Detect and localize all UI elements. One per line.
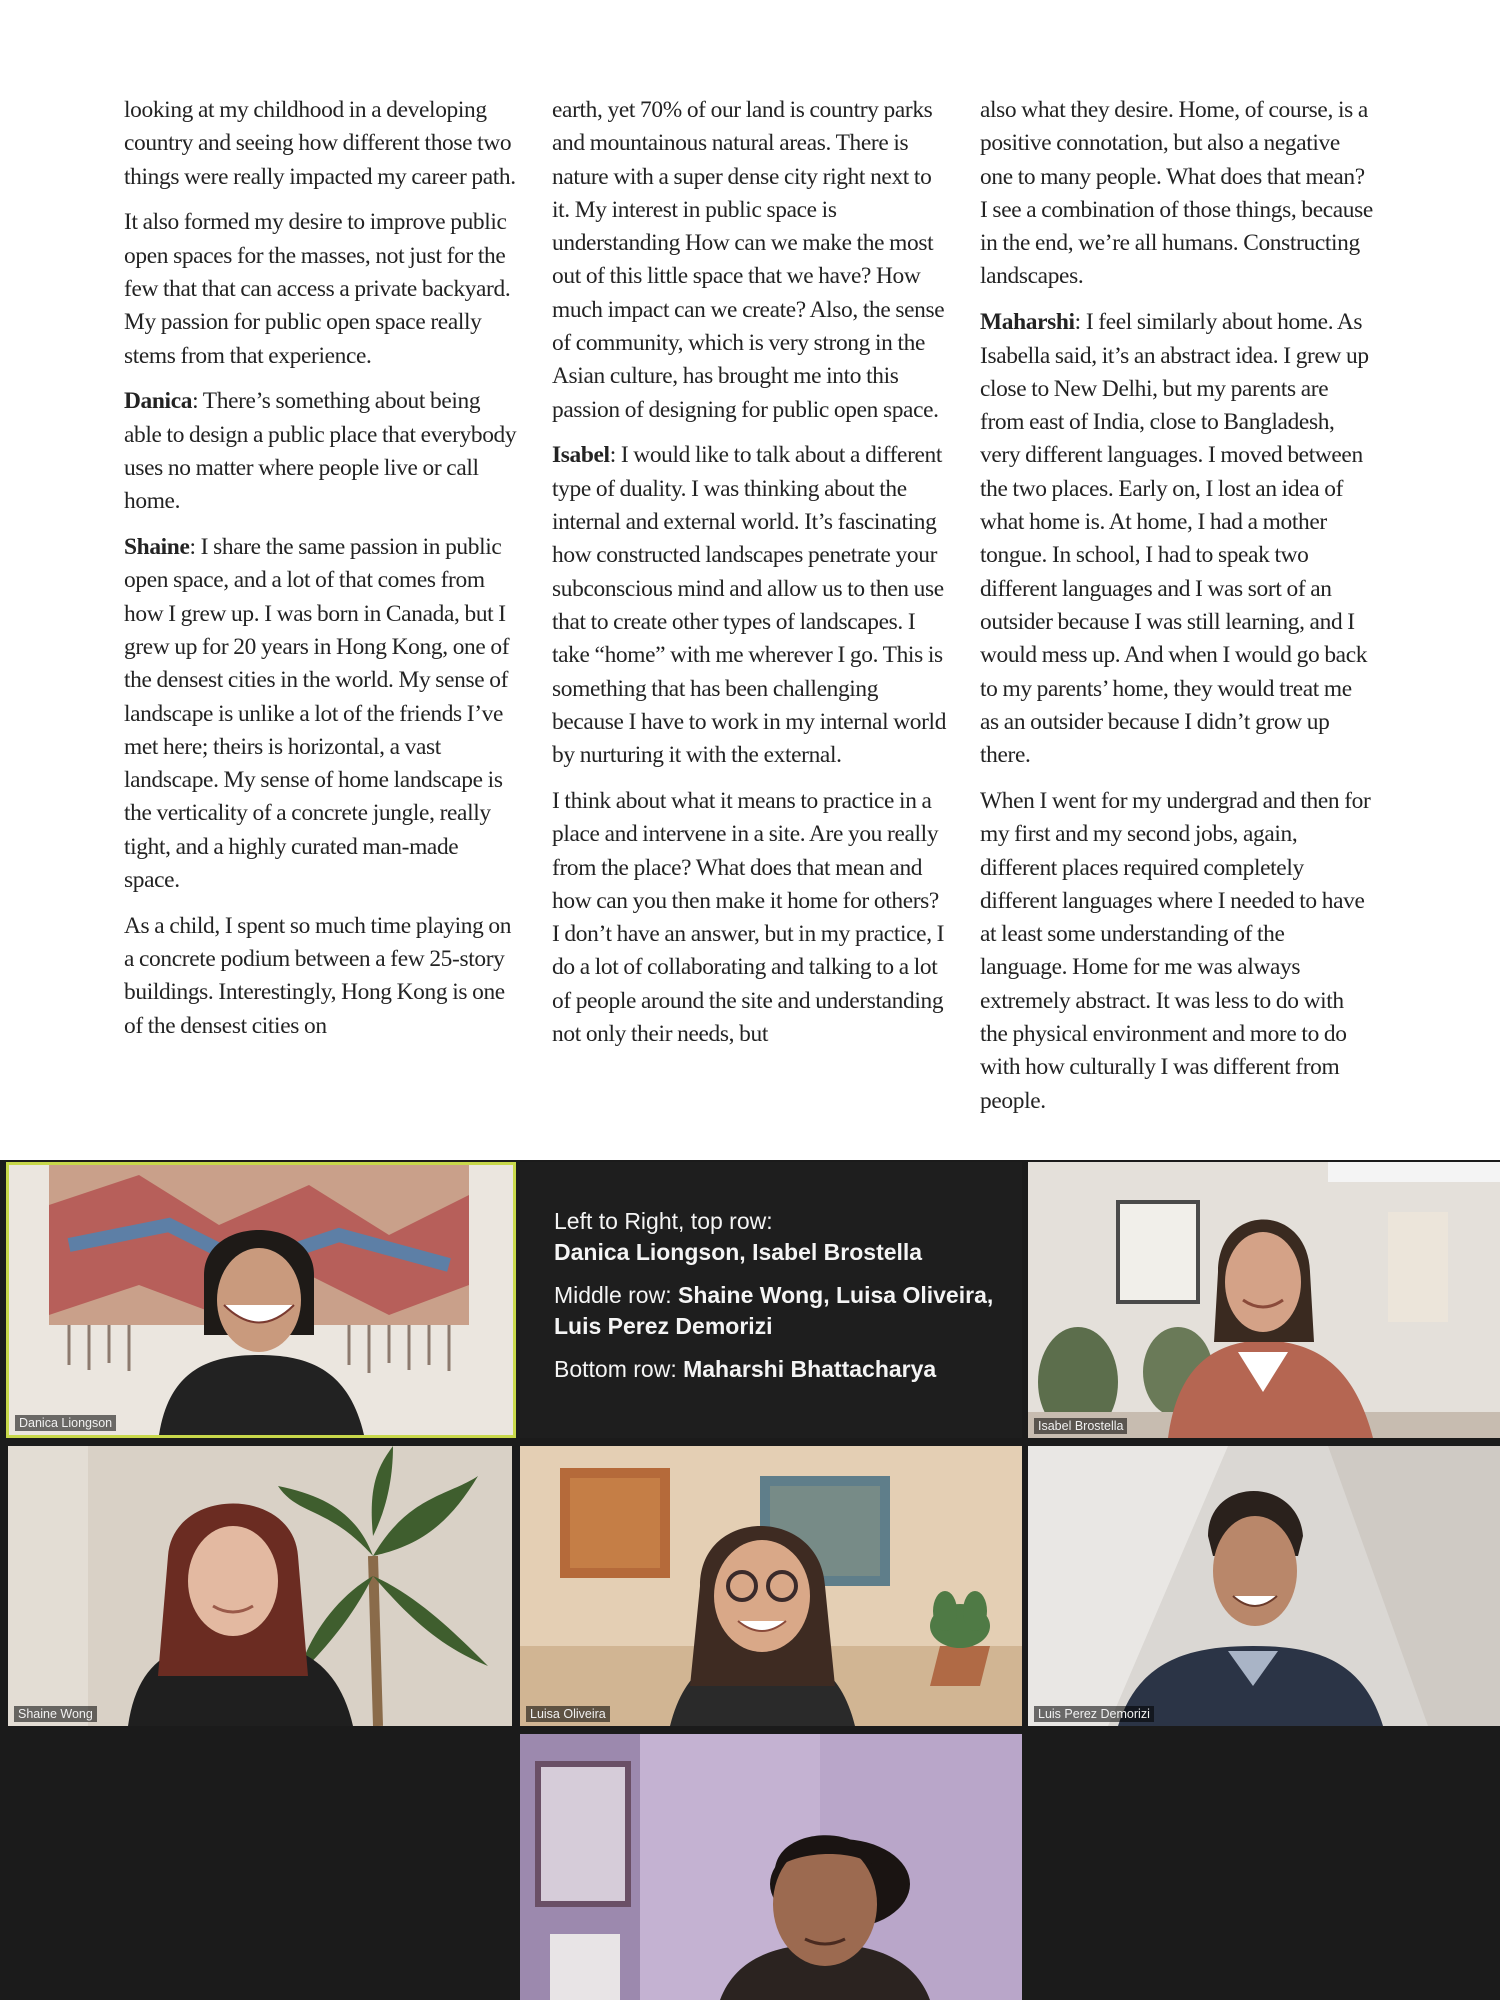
paragraph	[980, 785, 1375, 1118]
speaker-name: Isabel	[552, 442, 610, 469]
paragraph-text: : There’s something about being able to design a public place that everybody uses no matter where people live or call home.	[124, 388, 517, 515]
video-tile-isabel	[1028, 1162, 1500, 1438]
paragraph	[980, 94, 1375, 294]
participant-name-label: Luis Perez Demorizi	[1034, 1706, 1154, 1722]
video-tile-shaine	[8, 1446, 512, 1726]
caption-top-row	[554, 1206, 1014, 1268]
video-tile-luisa	[520, 1446, 1022, 1726]
speaker-name: Shaine	[124, 534, 190, 561]
participant-photo	[1028, 1162, 1500, 1438]
paragraph-text: : I share the same passion in public open space, and a lot of that comes from how I grew up. I was born in Canada, but I grew up for 20 years in Hong Kong, one of the densest cities in the world. My sense of landscape is unlike a lot of the friends I’ve met here; theirs is horizontal, a vast landscape. My sense of home landscape is the verticality of a concrete jungle, really tight, and a highly curated man-made space.	[124, 534, 510, 894]
paragraph-text: When I went for my undergrad and then for my first and my second jobs, again, different places required completely different languages where I needed to have at least some understanding of the language. Home for me was always extremely abstract. It was less to do with the physical environment and more to do with how culturally I was different from people.	[980, 787, 1371, 1114]
caption-bottom-row	[554, 1354, 1014, 1385]
participant-photo	[8, 1446, 512, 1726]
caption-top-names: Danica Liongson, Isabel Brostella	[554, 1239, 923, 1265]
participant-photo	[9, 1165, 513, 1435]
paragraph	[124, 94, 519, 194]
paragraph	[552, 94, 947, 427]
paragraph-text: : I would like to talk about a different type of duality. I was thinking about the internal and external world. It’s fascinating how constructed landscapes penetrate your subconscious mind and allow us to then use that to create other types of landscapes. I take “home” with me wherever I go. This is something that has been challenging because I have to work in my internal world by nurturing it with the external.	[552, 442, 947, 769]
article-column-1	[124, 94, 519, 1056]
caption-top-label: Left to Right, top row:	[554, 1208, 773, 1234]
speaker-name: Danica	[124, 388, 193, 415]
participant-photo	[1028, 1446, 1500, 1726]
article-column-3	[980, 94, 1375, 1130]
video-tile-danica	[6, 1162, 516, 1438]
participant-name-label: Danica Liongson	[15, 1415, 116, 1431]
article-column-2	[552, 94, 947, 1064]
paragraph-text: As a child, I spent so much time playing on a concrete podium between a few 25-story buildings. Interestingly, Hong Kong is one of the densest cities on	[124, 912, 512, 1039]
speaker-name: Maharshi	[980, 309, 1075, 336]
caption-text	[554, 1206, 1014, 1397]
video-tile-luis	[1028, 1446, 1500, 1726]
paragraph-text: : I feel similarly about home. As Isabella said, it’s an abstract idea. I grew up close to New Delhi, but my parents are from east of India, close to Bangladesh, very different languages. I moved between the two places. Early on, I lost an idea of what home is. At home, I had a mother tongue. In school, I had to speak two different languages and I was sort of an outsider because I was still learning, and I would mess up. And when I would go back to my parents’ home, they would treat me as an outsider because I didn’t grow up there.	[980, 309, 1369, 769]
paragraph	[124, 531, 519, 897]
video-tile-maharshi	[520, 1734, 1022, 2000]
paragraph-text: I think about what it means to practice in a place and intervene in a site. Are you really from the place? What does that mean and how can you then make it home for others? I don’t have an answer, but in my practice, I do a lot of collaborating and talking to a lot of people around the site and understanding not only their needs, but	[552, 787, 945, 1048]
caption-bottom-label: Bottom row:	[554, 1356, 684, 1382]
caption-middle-row	[554, 1280, 1014, 1342]
participant-photo	[520, 1446, 1022, 1726]
paragraph	[980, 306, 1375, 772]
video-call-grid	[0, 1160, 1500, 2000]
paragraph	[552, 439, 947, 772]
paragraph	[124, 910, 519, 1043]
participant-name-label: Shaine Wong	[14, 1706, 97, 1722]
paragraph	[552, 785, 947, 1051]
paragraph	[124, 385, 519, 518]
article-body	[124, 94, 1376, 1152]
caption-bottom-names: Maharshi Bhattacharya	[683, 1356, 937, 1382]
paragraph-text: looking at my childhood in a developing country and seeing how different those two things were really impacted my career path.	[124, 97, 516, 190]
participant-name-label: Isabel Brostella	[1034, 1418, 1127, 1434]
paragraph-text: earth, yet 70% of our land is country parks and mountainous natural areas. There is nature with a super dense city right next to it. My interest in public space is understanding How can we make the most out of this little space that we have? How much impact can we create? Also, the sense of community, which is very strong in the Asian culture, has brought me into this passion of designing for public open space.	[552, 97, 945, 423]
participant-photo	[520, 1734, 1022, 2000]
caption-middle-label: Middle row:	[554, 1282, 678, 1308]
paragraph-text: It also formed my desire to improve public open spaces for the masses, not just for the few that that can access a private backyard. My passion for public open space really stems from that experience.	[124, 209, 511, 369]
paragraph-text: also what they desire. Home, of course, is a positive connotation, but also a negative one to many people. What does that mean? I see a combination of those things, because in the end, we’re all humans. Constructing landscapes.	[980, 97, 1373, 290]
paragraph	[124, 206, 519, 372]
participant-name-label: Luisa Oliveira	[526, 1706, 610, 1722]
photo-caption	[520, 1162, 1022, 1438]
caption-middle-names: Shaine Wong, Luisa Oliveira, Luis Perez Demorizi	[554, 1282, 994, 1339]
